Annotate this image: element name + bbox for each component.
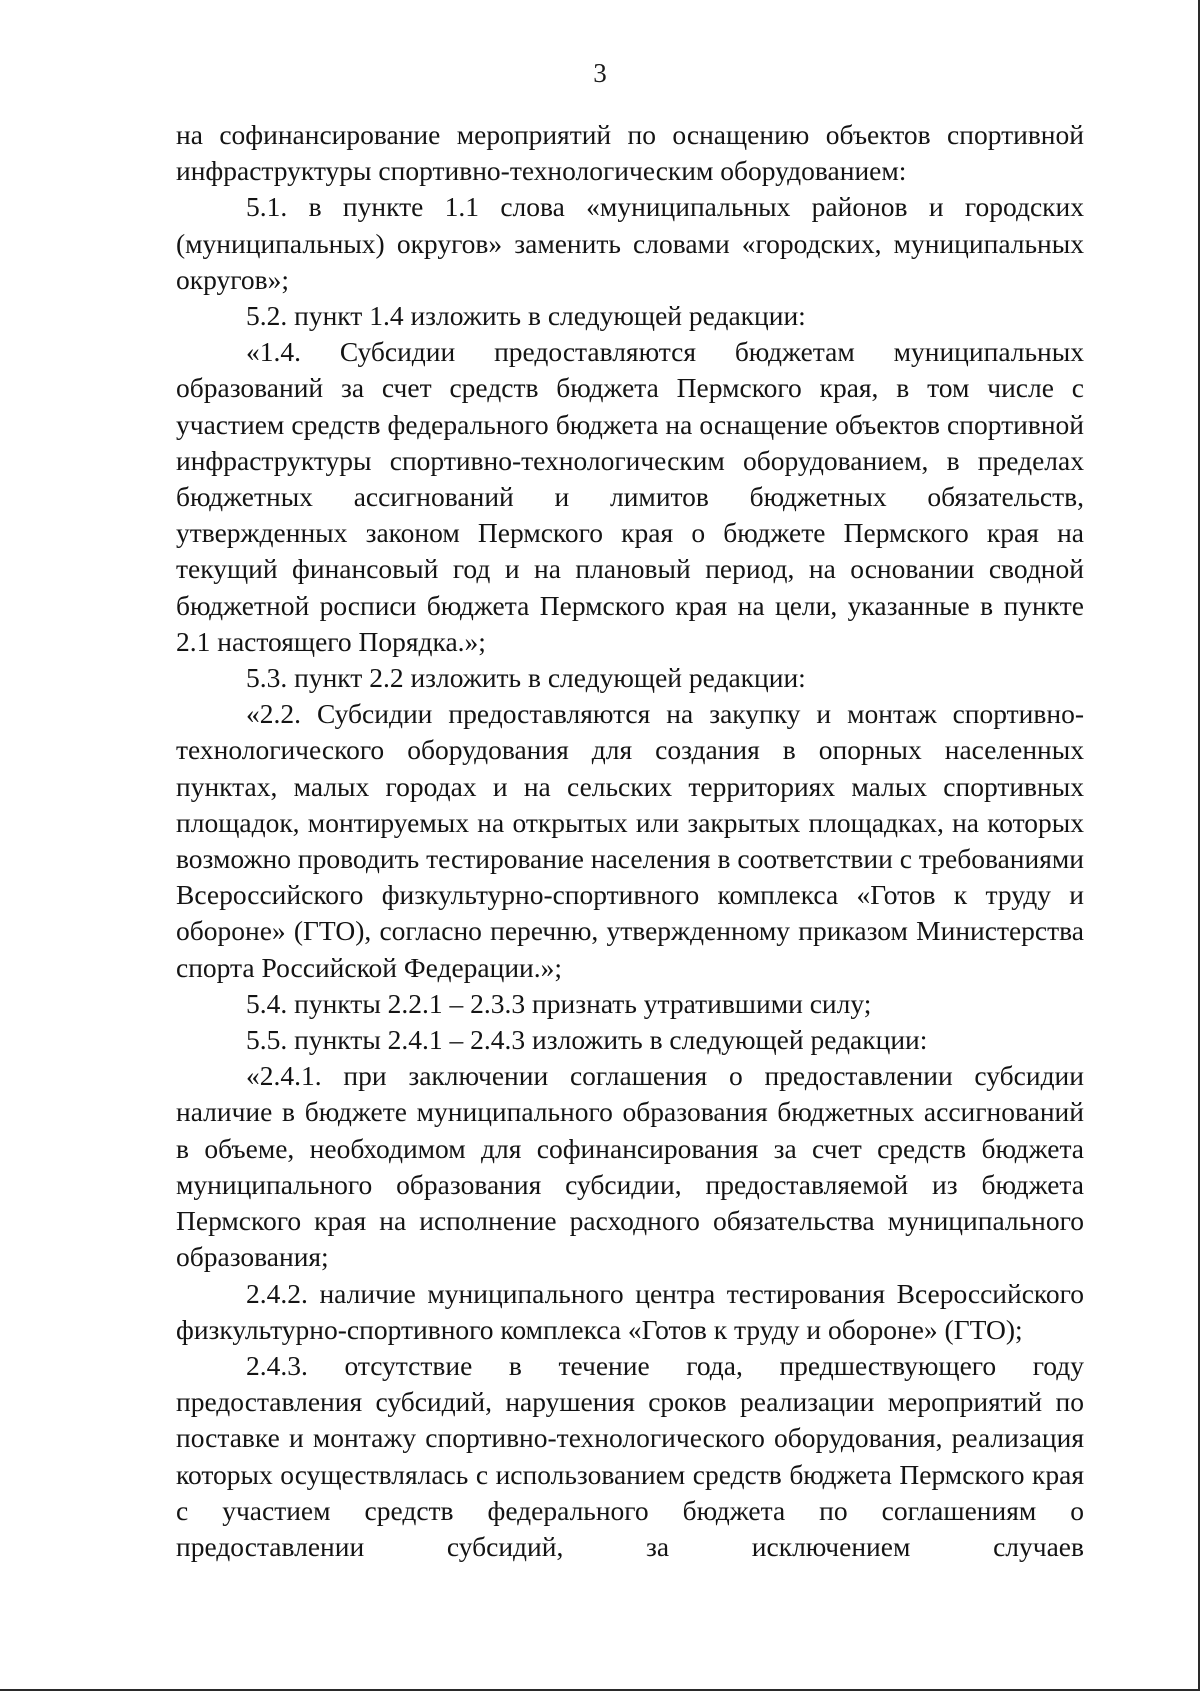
paragraph-5-3: 5.3. пункт 2.2 изложить в следующей редакции: bbox=[246, 662, 806, 694]
paragraph-2-2-quote: «2.2. Субсидии предоставляются на закупку и монтаж спортивно-технологического оборудования для создания в опорных населенных пунктах, малых городах и на сельских территориях малых спортивных площадок, монтируемых на открытых или закрытых площадках, на которых возможно проводить тестирование населения в соответствии с требованиями Всероссийского физкультурно-спортивного комплекса «Готов к труду и обороне» (ГТО), согласно перечню, утвержденному приказом Министерства спорта Российской Федерации.»; bbox=[176, 698, 1084, 983]
paragraph-5-4: 5.4. пункты 2.2.1 – 2.3.3 признать утратившими силу; bbox=[246, 987, 872, 1019]
paragraph-2-4-3: 2.4.3. отсутствие в течение года, предшествующего году предоставления субсидий, нарушения сроков реализации мероприятий по поставке и монтажу спортивно-технологического оборудования, реализация которых осуществлялась с использованием средств бюджета Пермского края с участием средств федерального бюджета по соглашениям о предоставлении субсидий, за исключением случаев bbox=[176, 1349, 1084, 1562]
paragraph-5-5: 5.5. пункты 2.4.1 – 2.4.3 изложить в следующей редакции: bbox=[246, 1024, 928, 1056]
paragraph-5-2: 5.2. пункт 1.4 изложить в следующей редакции: bbox=[246, 300, 806, 332]
paragraph-2-4-2: 2.4.2. наличие муниципального центра тестирования Всероссийского физкультурно-спортивного комплекса «Готов к труду и обороне» (ГТО); bbox=[176, 1277, 1084, 1345]
paragraph-5-1: 5.1. в пункте 1.1 слова «муниципальных районов и городских (муниципальных) округов» заменить словами «городских, муниципальных округов»; bbox=[176, 191, 1084, 295]
paragraph-intro: на софинансирование мероприятий по оснащению объектов спортивной инфраструктуры спортивно-технологическим оборудованием: bbox=[176, 119, 1084, 187]
document-body bbox=[176, 117, 1084, 1565]
paragraph-2-4-1: «2.4.1. при заключении соглашения о предоставлении субсидии наличие в бюджете муниципального образования бюджетных ассигнований в объеме, необходимом для софинансирования за счет средств бюджета муниципального образования субсидии, предоставляемой из бюджета Пермского края на исполнение расходного обязательства муниципального образования; bbox=[176, 1060, 1084, 1273]
paragraph-1-4-quote: «1.4. Субсидии предоставляются бюджетам муниципальных образований за счет средств бюджета Пермского края, в том числе с участием средств федерального бюджета на оснащение объектов спортивной инфраструктуры спортивно-технологическим оборудованием, в пределах бюджетных ассигнований и лимитов бюджетных обязательств, утвержденных законом Пермского края о бюджете Пермского края на текущий финансовый год и на плановый период, на основании сводной бюджетной росписи бюджета Пермского края на цели, указанные в пункте 2.1 настоящего Порядка.»; bbox=[176, 336, 1084, 657]
page-number: 3 bbox=[593, 58, 607, 88]
